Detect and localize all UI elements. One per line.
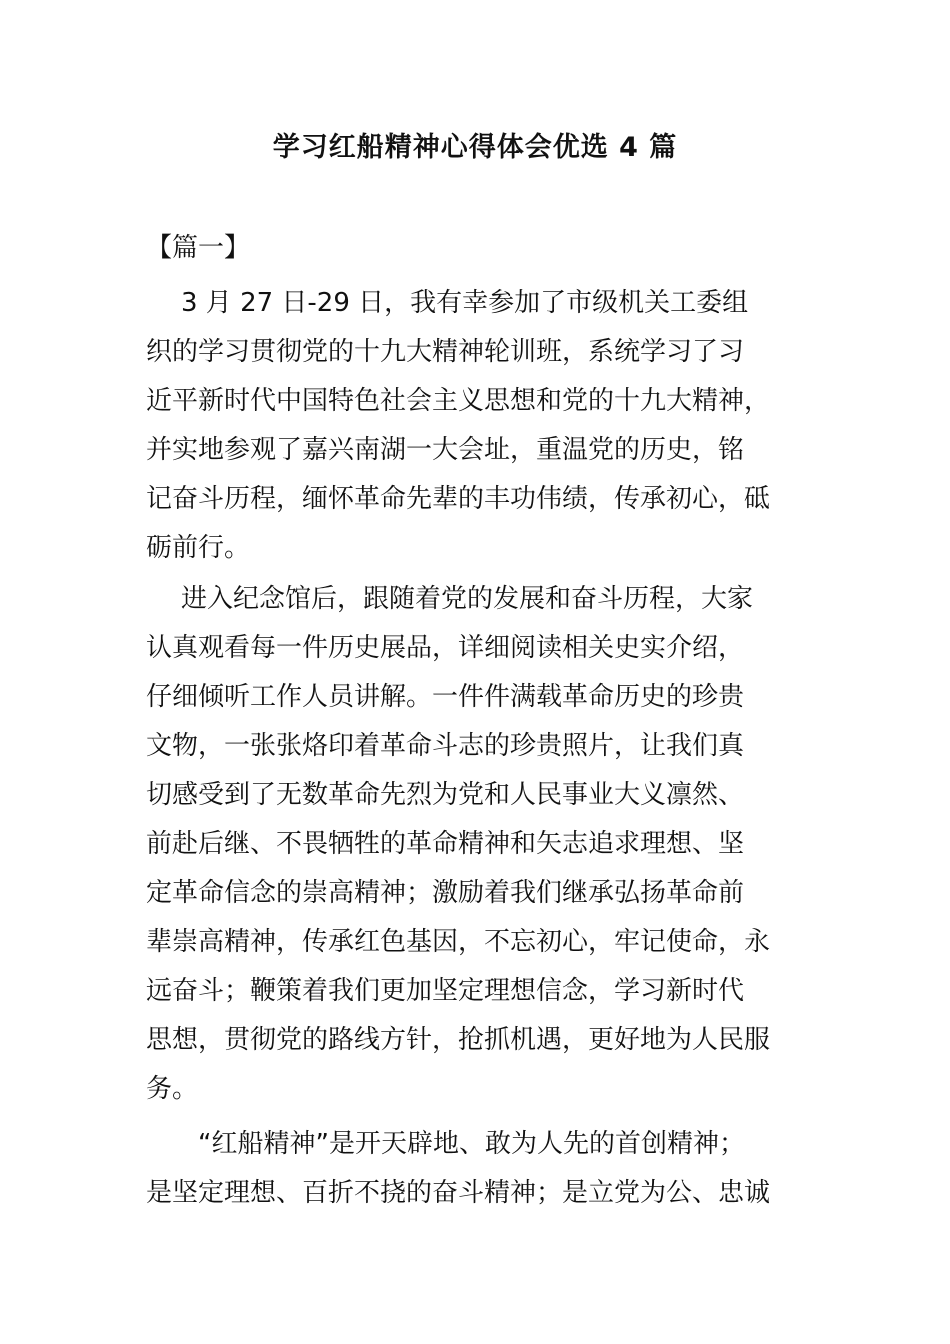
paragraph-line: 务。 [146, 1074, 199, 1104]
paragraph-line: 砺前行。 [146, 533, 251, 563]
paragraph-1 [146, 279, 821, 573]
section-heading: 【篇一】 [146, 233, 251, 263]
document-title: 学习红船精神心得体会优选 4 篇 [272, 132, 678, 163]
paragraph-line: 并实地参观了嘉兴南湖一大会址，重温党的历史，铭 [146, 435, 745, 465]
paragraph-line: “红船精神”是开天辟地、敢为人先的首创精神； [198, 1129, 745, 1159]
paragraph-line: 进入纪念馆后，跟随着党的发展和奋斗历程，大家 [181, 584, 754, 614]
paragraph-line: 近平新时代中国特色社会主义思想和党的十九大精神， [146, 386, 771, 416]
paragraph-3 [146, 1120, 821, 1218]
paragraph-line: 织的学习贯彻党的十九大精神轮训班，系统学习了习 [146, 337, 745, 367]
paragraph-2 [146, 575, 821, 1114]
paragraph-line: 是坚定理想、百折不挠的奋斗精神；是立党为公、忠诚 [146, 1178, 771, 1208]
paragraph-line: 辈崇高精神，传承红色基因，不忘初心，牢记使命，永 [146, 927, 771, 957]
paragraph-line: 仔细倾听工作人员讲解。一件件满载革命历史的珍贵 [146, 682, 745, 712]
paragraph-line: 远奋斗；鞭策着我们更加坚定理想信念，学习新时代 [146, 976, 745, 1006]
paragraph-line: 记奋斗历程，缅怀革命先辈的丰功伟绩，传承初心，砥 [146, 484, 771, 514]
paragraph-line: 3 月 27 日-29 日，我有幸参加了市级机关工委组 [181, 288, 749, 318]
paragraph-line: 定革命信念的崇高精神；激励着我们继承弘扬革命前 [146, 878, 745, 908]
paragraph-line: 认真观看每一件历史展品，详细阅读相关史实介绍， [146, 633, 745, 663]
paragraph-line: 切感受到了无数革命先烈为党和人民事业大义凛然、 [146, 780, 745, 810]
paragraph-line: 前赴后继、不畏牺牲的革命精神和矢志追求理想、坚 [146, 829, 745, 859]
paragraph-line: 思想，贯彻党的路线方针，抢抓机遇，更好地为人民服 [146, 1025, 771, 1055]
paragraph-line: 文物，一张张烙印着革命斗志的珍贵照片，让我们真 [146, 731, 745, 761]
